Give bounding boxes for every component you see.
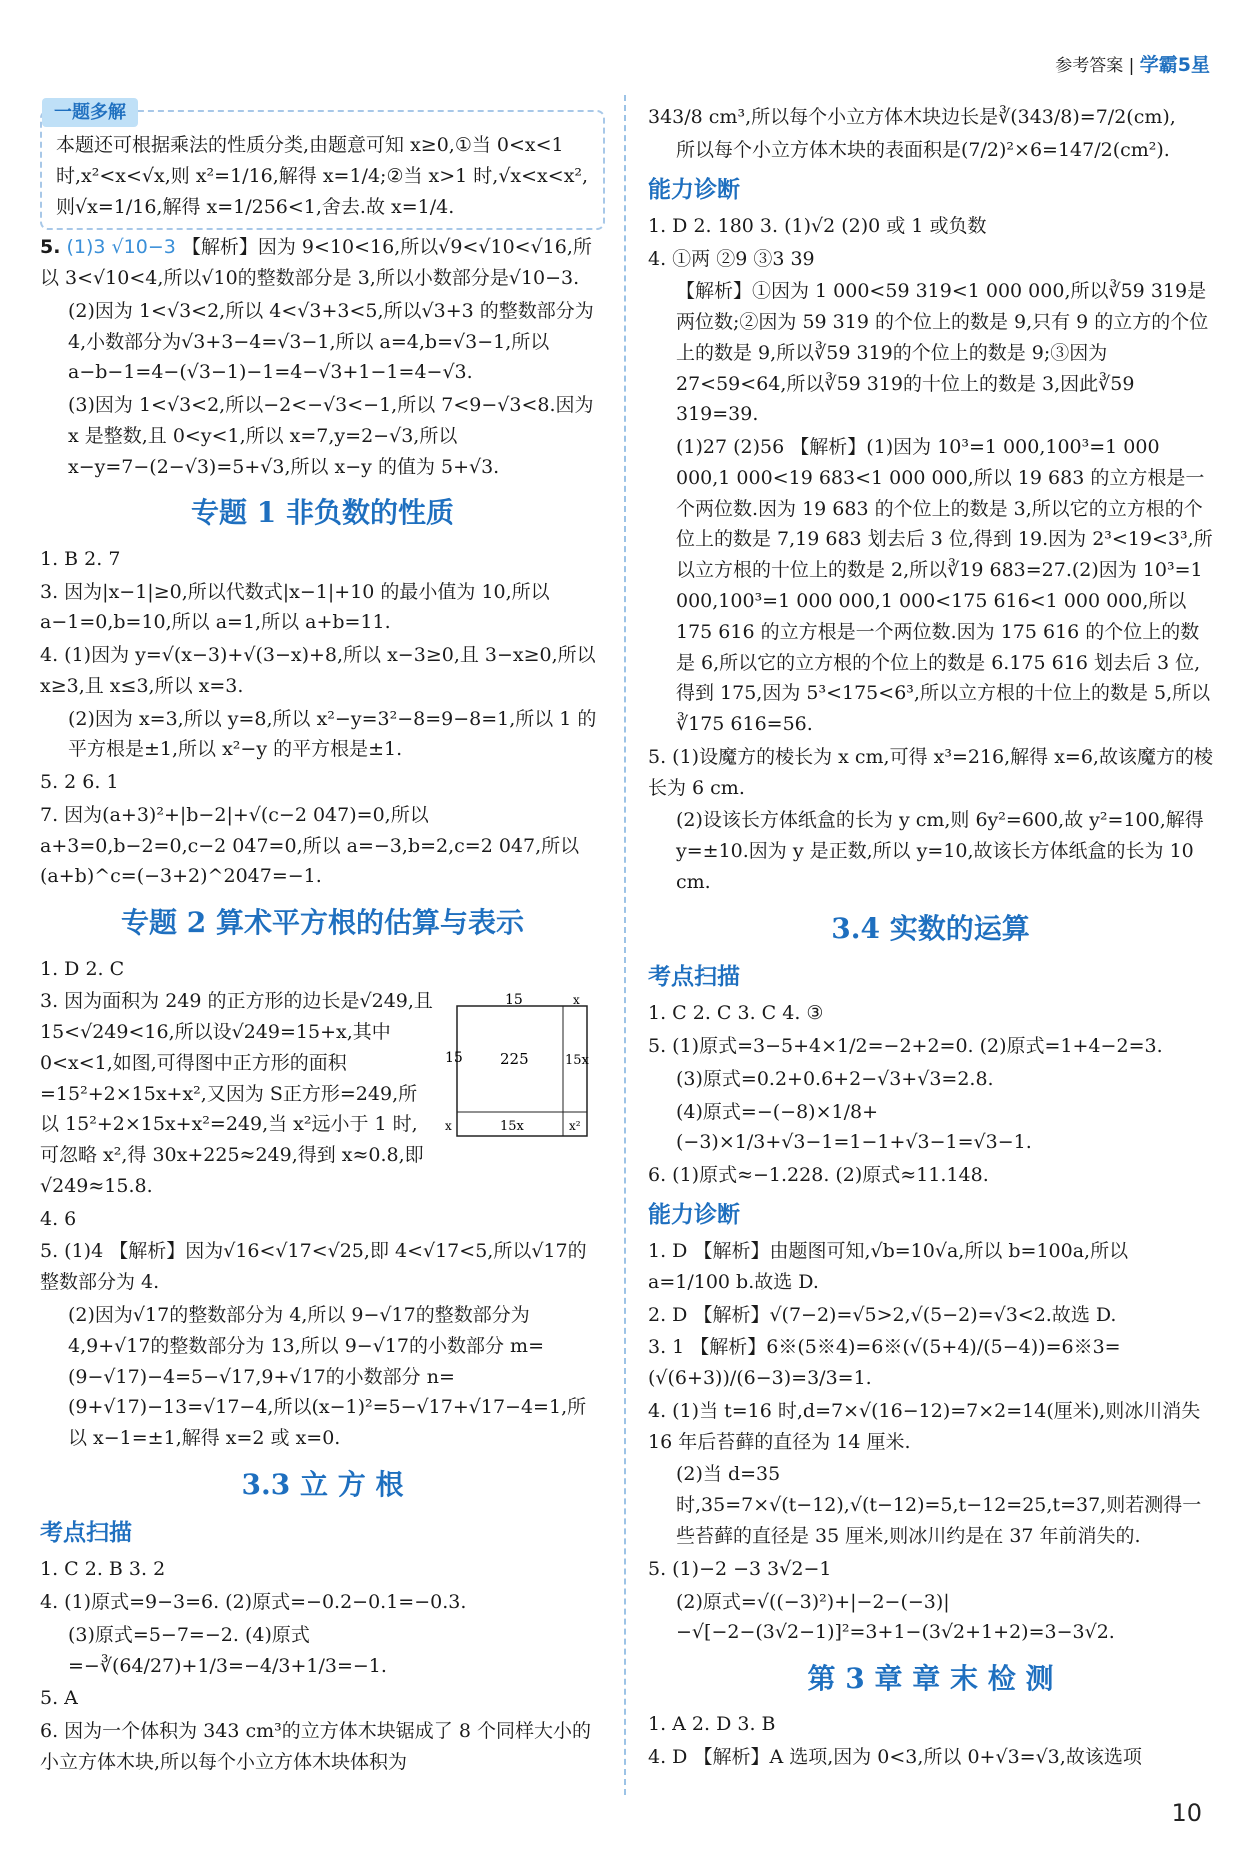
- n2-q2: 2. D 【解析】√(7−2)=√5>2,√(5−2)=√3<2.故选 D.: [648, 1303, 1117, 1326]
- nl-q5a: 5. (1)设魔方的棱长为 x cm,可得 x³=216,解得 x=6,故该魔方的棱长为 6 cm.: [648, 745, 1213, 799]
- c33-line5: 5. A: [40, 1687, 78, 1710]
- q5-block: [40, 232, 605, 294]
- q5-part1: 【解析】因为 9<10<16,所以√9<√10<√16,所以 3<√10<4,所以√10的整数部分是 3,所以小数部分是√10−3.: [40, 236, 592, 290]
- s34-q6: 6. (1)原式≈−1.228. (2)原式≈11.148.: [648, 1164, 989, 1187]
- fig-right-label: 15x: [565, 1053, 589, 1069]
- nl-line1: 1. D 2. 180 3. (1)√2 (2)0 或 1 或负数: [648, 214, 987, 237]
- t2-q5a: 5. (1)4 【解析】因为√16<√17<√25,即 4<√17<5,所以√17的整数部分为 4.: [40, 1240, 587, 1294]
- left-column: [40, 100, 605, 1780]
- nengli-heading-2: 能力诊断: [648, 1201, 740, 1228]
- end-line1: 1. A 2. D 3. B: [648, 1713, 776, 1736]
- header-label: 参考答案: [1055, 56, 1124, 76]
- nl-p4: 【解析】①因为 1 000<59 319<1 000 000,所以∛59 319是两位数;②因为 59 319 的个位上的数是 9,只有 9 的立方的个位上的数是 9,所以∛59 319的个位上的数是 9;③因为 27<59<64,所以∛59 319的十位上的数是 3,因此∛59 319=39.: [676, 280, 1209, 426]
- r-p2: 所以每个小立方体木块的表面积是(7/2)²×6=147/2(cm²).: [676, 138, 1170, 161]
- right-column: [648, 100, 1213, 1775]
- t1-q7: 7. 因为(a+3)²+|b−2|+√(c−2 047)=0,所以 a+3=0,b−2=0,c−2 047=0,所以 a=−3,b=2,c=2 047,所以(a+b)^c=(−3+2)^2047=−1.: [40, 803, 580, 888]
- t2-q3-text: 3. 因为面积为 249 的正方形的边长是√249,且 15<√249<16,所以设√249=15+x,其中 0<x<1,如图,可得图中正方形的面积=15²+2×15x+x²,又因为 S正方形=249,所以 15²+2×15x+x²=249,当 x²远小于 1 时,可忽略 x²,得 30x+225≈249,得到 x≈0.8,即√249≈15.8.: [40, 990, 433, 1197]
- page-header: 参考答案 | 学霸5星: [1055, 54, 1210, 76]
- tip-box: [40, 102, 605, 230]
- q5-part3: (3)因为 1<√3<2,所以−2<−√3<−1,所以 7<9−√3<8.因为 x 是整数,且 0<y<1,所以 x=7,y=2−√3,所以 x−y=7−(2−√3)=5+√3,所以 x−y 的值为 5+√3.: [68, 394, 594, 478]
- fig-bottom-label: 15x: [500, 1119, 524, 1135]
- n2-q5b: (2)原式=√((−3)²)+|−2−(−3)|−√[−2−(3√2−1)]²=3+1−(3√2+1+2)=3−3√2.: [676, 1590, 1115, 1644]
- t1-q3: 3. 因为|x−1|≥0,所以代数式|x−1|+10 的最小值为 10,所以 a−1=0,b=10,所以 a=1,所以 a+b=11.: [40, 580, 550, 634]
- s34-line1: 1. C 2. C 3. C 4. ③: [648, 1002, 824, 1025]
- t2-q3: [40, 986, 605, 1201]
- nengli-heading: 能力诊断: [648, 176, 740, 203]
- fig-bl-label: x: [445, 1119, 452, 1134]
- t2-line1: 1. D 2. C: [40, 957, 125, 980]
- t1-line1: 1. B 2. 7: [40, 547, 121, 570]
- fig-center-label: 225: [500, 1050, 529, 1069]
- r-p1: 343/8 cm³,所以每个小立方体木块边长是∛(343/8)=7/2(cm),: [648, 106, 1176, 128]
- column-divider: [624, 95, 626, 1795]
- topic3-title: 3.3 立 方 根: [241, 1467, 404, 1501]
- fig-left-label: 15: [445, 1050, 463, 1067]
- c33-q6: 6. 因为一个体积为 343 cm³的立方体木块锯成了 8 个同样大小的小立方体木块,所以每个小立方体木块体积为: [40, 1720, 591, 1774]
- fig-tr-label: x: [573, 993, 580, 1008]
- topic2-title: 专题 2 算术平方根的估算与表示: [121, 906, 524, 940]
- n2-q5a: 5. (1)−2 −3 3√2−1: [648, 1557, 832, 1580]
- s34-q5c: (4)原式=−(−8)×1/8+(−3)×1/3+√3−1=1−1+√3−1=√3−1.: [676, 1100, 1032, 1154]
- t2-q5b: (2)因为√17的整数部分为 4,所以 9−√17的整数部分为 4,9+√17的整数部分为 13,所以 9−√17的小数部分 m=(9−√17)−4=5−√17,9+√17的小数部分 n=(9+√17)−13=√17−4,所以(x−1)²=5−√17+√17−4=1,所以 x−1=±1,解得 x=2 或 x=0.: [68, 1303, 587, 1450]
- chapter-end-title: 第 3 章 章 末 检 测: [807, 1662, 1054, 1696]
- nl-p5: (1)27 (2)56 【解析】(1)因为 10³=1 000,100³=1 000 000,1 000<19 683<1 000 000,所以 19 683 的立方根是一个两位数.因为 19 683 的个位上的数是 3,所以它的立方根的个位上的数是 7,19 683 划去后 3 位,得到 19.因为 2³<19<3³,所以立方根的十位上的数是 2,所以∛19 683=27.(2)因为 10³=1 000,100³=1 000 000,1 000<175 616<1 000 000,所以175 616 的立方根是一个两位数.因为 175 616 的个位上的数是 6,所以它的立方根的个位上的数是 6.175 616 划去后 3 位,得到 175,因为 5³<175<6³,所以立方根的十位上的数是 5,所以∛175 616=56.: [676, 436, 1213, 736]
- n2-q1: 1. D 【解析】由题图可知,√b=10√a,所以 b=100a,所以 a=1/100 b.故选 D.: [648, 1240, 1129, 1293]
- c33-line1: 1. C 2. B 3. 2: [40, 1558, 166, 1581]
- t1-q4a: 4. (1)因为 y=√(x−3)+√(3−x)+8,所以 x−3≥0,且 3−x≥0,所以 x≥3,且 x≤3,所以 x=3.: [40, 644, 596, 697]
- kaodian-heading: 考点扫描: [40, 1520, 132, 1547]
- nl-line4: 4. ①两 ②9 ③3 39: [648, 247, 815, 270]
- kaodian-heading-2: 考点扫描: [648, 963, 740, 990]
- q5-number: 5.: [40, 236, 61, 259]
- tip-tag: 一题多解: [42, 98, 138, 127]
- s34-q5b: (3)原式=0.2+0.6+2−√3+√3=2.8.: [676, 1067, 994, 1090]
- s34-q5a: 5. (1)原式=3−5+4×1/2=−2+2=0. (2)原式=1+4−2=3.: [648, 1035, 1163, 1057]
- fig-top-label: 15: [505, 992, 523, 1009]
- q5-part2: (2)因为 1<√3<2,所以 4<√3+3<5,所以√3+3 的整数部分为 4,小数部分为√3+3−4=√3−1,所以 a=4,b=√3−1,所以 a−b−1=4−(√3−1)−1=4−√3+1−1=4−√3.: [68, 299, 594, 384]
- q5-answer: (1)3 √10−3: [66, 236, 176, 259]
- page-number: 10: [1171, 1799, 1202, 1828]
- topic1-title: 专题 1 非负数的性质: [191, 496, 454, 530]
- c33-q4b: (3)原式=5−7=−2. (4)原式=−∛(64/27)+1/3=−4/3+1/3=−1.: [68, 1623, 387, 1677]
- n2-q4a: 4. (1)当 t=16 时,d=7×√(16−12)=7×2=14(厘米),则冰川消失 16 年后苔藓的直径为 14 厘米.: [648, 1399, 1201, 1453]
- fig-corner-label: x²: [569, 1119, 581, 1134]
- t1-q4b: (2)因为 x=3,所以 y=8,所以 x²−y=3²−8=9−8=1,所以 1 的平方根是±1,所以 x²−y 的平方根是±1.: [68, 707, 597, 761]
- tip-text: 本题还可根据乘法的性质分类,由题意可知 x≥0,①当 0<x<1 时,x²<x<√x,则 x²=1/16,解得 x=1/4;②当 x>1 时,√x<x<x²,则√x=1/16,解得 x=1/256<1,舍去.故 x=1/4.: [56, 134, 589, 218]
- c33-q4a: 4. (1)原式=9−3=6. (2)原式=−0.2−0.1=−0.3.: [40, 1591, 467, 1614]
- end-line4: 4. D 【解析】A 选项,因为 0<3,所以 0+√3=√3,故该选项: [648, 1746, 1142, 1769]
- nl-q5b: (2)设该长方体纸盒的长为 y cm,则 6y²=600,故 y²=100,解得 y=±10.因为 y 是正数,所以 y=10,故该长方体纸盒的长为 10 cm.: [676, 809, 1204, 893]
- t2-line4: 4. 6: [40, 1207, 77, 1230]
- n2-q4b: (2)当 d=35 时,35=7×√(t−12),√(t−12)=5,t−12=25,t=37,则若测得一些苔藓的直径是 35 厘米,则冰川约是在 37 年前消失的.: [676, 1463, 1202, 1547]
- square-figure: [445, 992, 605, 1162]
- t1-line5: 5. 2 6. 1: [40, 771, 119, 794]
- topic34-title: 3.4 实数的运算: [831, 911, 1030, 945]
- header-brand: 学霸5星: [1139, 54, 1210, 76]
- n2-q3: 3. 1 【解析】6※(5※4)=6※(√(5+4)/(5−4))=6※3=(√(6+3))/(6−3)=3/3=1.: [648, 1336, 1121, 1390]
